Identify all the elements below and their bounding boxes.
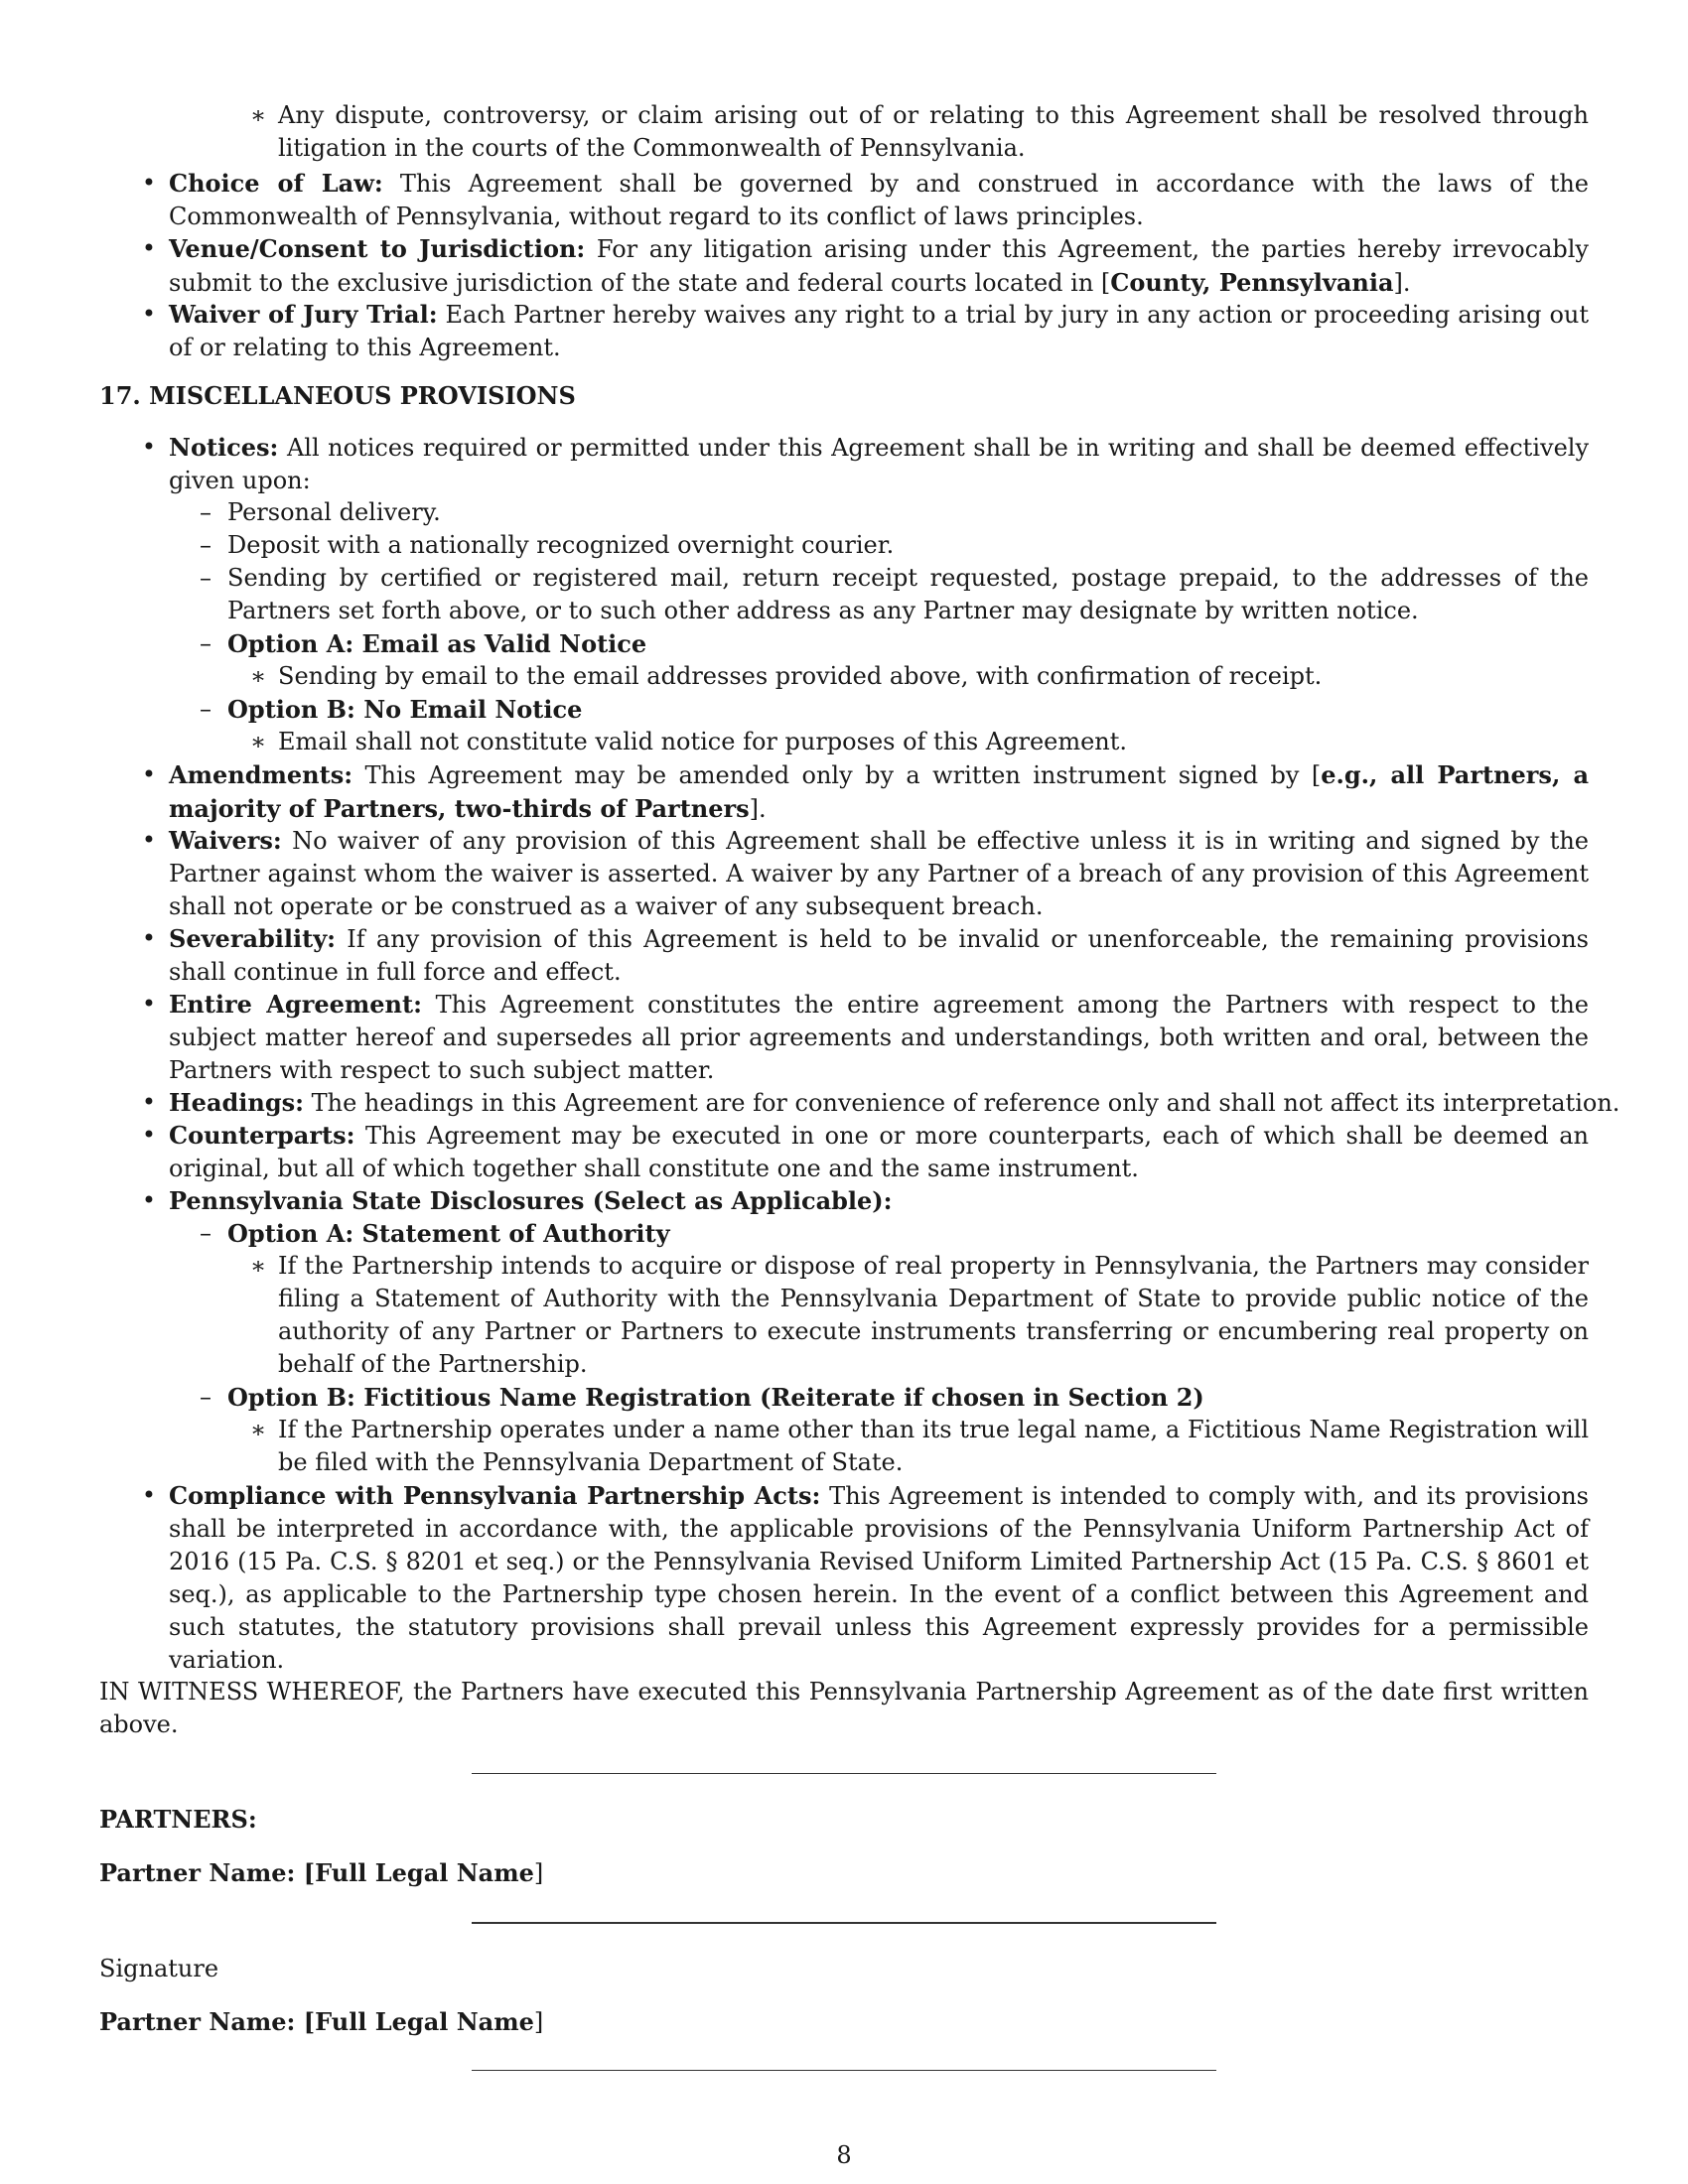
- dash-bullet-icon: –: [200, 1219, 211, 1247]
- notice-option-a-item: ∗ Sending by email to the email addresses provided above, with confirmation of receipt.: [278, 660, 1589, 693]
- choice-of-law-item: • Choice of Law: This Agreement shall be governed by and construed in accordance with the laws of the Commonwealth of Pennsylvania, without regard to its conflict of laws principles.: [169, 167, 1589, 233]
- asterisk-bullet-icon: ∗: [249, 728, 267, 755]
- dash-bullet-icon: –: [200, 498, 211, 526]
- waivers-item: • Waivers: No waiver of any provision of this Agreement shall be effective unless it is in writing and signed by the Partner against whom the waiver is asserted. A waiver by any Partner of a breach of any provision of this Agreement shall not operate or be construed as a waiver of any subsequent breach.: [169, 824, 1589, 923]
- bullet-icon: •: [141, 234, 157, 262]
- bullet-icon: •: [141, 1121, 157, 1149]
- waiver-jury-trial-item: • Waiver of Jury Trial: Each Partner hereby waives any right to a trial by jury in any action or proceeding arising out of or relating to this Agreement.: [169, 298, 1589, 364]
- notice-method-item: – Personal delivery.: [227, 496, 1589, 529]
- bullet-icon: •: [141, 1186, 157, 1214]
- partner-name-field: Partner Name: [Full Legal Name]: [99, 2007, 544, 2036]
- bullet-icon: •: [141, 1088, 157, 1116]
- bullet-icon: •: [141, 433, 157, 461]
- bullet-icon: •: [141, 760, 157, 788]
- signature-label: Signature: [99, 1955, 219, 1982]
- disclosure-option-b: – Option B: Fictitious Name Registration (Reiterate if chosen in Section 2): [227, 1381, 1589, 1415]
- entire-agreement-item: • Entire Agreement: This Agreement constitutes the entire agreement among the Partners with respect to the subject matter hereof and supersedes all prior agreements and understandings, both written and oral, between the Partners with respect to such subject matter.: [169, 988, 1589, 1087]
- section-heading: 17. MISCELLANEOUS PROVISIONS: [99, 381, 576, 410]
- page-number: 8: [836, 2141, 852, 2169]
- venue-jurisdiction-item: • Venue/Consent to Jurisdiction: For any litigation arising under this Agreement, the parties hereby irrevocably submit to the exclusive jurisdiction of the state and federal courts located in [County, Pennsylvania].: [169, 232, 1589, 300]
- dash-bullet-icon: –: [200, 531, 211, 559]
- asterisk-bullet-icon: ∗: [249, 1416, 267, 1443]
- disclosure-option-a-item: ∗ If the Partnership intends to acquire or dispose of real property in Pennsylvania, the Partners may consider filing a Statement of Authority with the Pennsylvania Department of State to provide public notice of the authority of any Partner or Partners to execute instruments transferring or encumbering real property on behalf of the Partnership.: [249, 1252, 1589, 1378]
- bullet-icon: •: [141, 990, 157, 1018]
- dispute-litigation-item: ∗ Any dispute, controversy, or claim arising out of or relating to this Agreement shall be resolved through litigation in the courts of the Commonwealth of Pennsylvania.: [249, 101, 1589, 162]
- bullet-icon: •: [141, 169, 157, 197]
- dash-bullet-icon: –: [200, 629, 211, 657]
- asterisk-bullet-icon: ∗: [249, 101, 267, 129]
- notice-method-item: – Sending by certified or registered mail, return receipt requested, postage prepaid, to the addresses of the Partners set forth above, or to such other address as any Partner may designate by written notice.: [227, 562, 1589, 627]
- witness-paragraph: IN WITNESS WHEREOF, the Partners have executed this Pennsylvania Partnership Agreement as of the date first written above.: [99, 1678, 1589, 1738]
- state-disclosures-item: • Pennsylvania State Disclosures (Select as Applicable):: [169, 1184, 1589, 1218]
- disclosure-option-a: – Option A: Statement of Authority: [227, 1217, 1589, 1251]
- signature-line: [472, 1922, 1216, 1924]
- bullet-icon: •: [141, 1481, 157, 1509]
- dash-bullet-icon: –: [200, 1383, 211, 1411]
- partner-name-field: Partner Name: [Full Legal Name]: [99, 1858, 544, 1887]
- dash-bullet-icon: –: [200, 564, 211, 592]
- counterparts-item: • Counterparts: This Agreement may be executed in one or more counterparts, each of which shall be deemed an original, but all of which together shall constitute one and the same instrument.: [169, 1119, 1589, 1185]
- signature-line: [472, 2070, 1216, 2071]
- dash-bullet-icon: –: [200, 695, 211, 723]
- amendments-item: • Amendments: This Agreement may be amended only by a written instrument signed by [e.g., all Partners, a majority of Partners, two-thirds of Partners].: [169, 758, 1589, 826]
- bullet-icon: •: [141, 924, 157, 952]
- notices-item: • Notices: All notices required or permitted under this Agreement shall be in writing and shall be deemed effectively given upon:: [169, 431, 1589, 497]
- asterisk-bullet-icon: ∗: [249, 662, 267, 690]
- notice-option-b-item: ∗ Email shall not constitute valid notice for purposes of this Agreement.: [278, 726, 1589, 758]
- headings-item: • Headings: The headings in this Agreement are for convenience of reference only and shall not affect its interpretation.: [169, 1086, 1589, 1120]
- bullet-icon: •: [141, 826, 157, 854]
- notice-method-item: – Deposit with a nationally recognized overnight courier.: [227, 529, 1589, 562]
- severability-item: • Severability: If any provision of this Agreement is held to be invalid or unenforceable, the remaining provisions shall continue in full force and effect.: [169, 922, 1589, 989]
- bullet-icon: •: [141, 300, 157, 328]
- disclosure-option-b-item: ∗ If the Partnership operates under a name other than its true legal name, a Fictitious Name Registration will be filed with the Pennsylvania Department of State.: [249, 1416, 1589, 1476]
- notice-option-a: – Option A: Email as Valid Notice: [227, 627, 1589, 661]
- signature-line: [472, 1773, 1216, 1774]
- compliance-item: • Compliance with Pennsylvania Partnership Acts: This Agreement is intended to comply with, and its provisions shall be interpreted in accordance with, the applicable provisions of the Pennsylvania Uniform Partnership Act of 2016 (15 Pa. C.S. § 8201 et seq.) or the Pennsylvania Revised Uniform Limited Partnership Act (15 Pa. C.S. § 8601 et seq.), as applicable to the Partnership type chosen herein. In the event of a conflict between this Agreement and such statutes, the statutory provisions shall prevail unless this Agreement expressly provides for a permissible variation.: [169, 1479, 1589, 1677]
- asterisk-bullet-icon: ∗: [249, 1252, 267, 1280]
- notice-option-b: – Option B: No Email Notice: [227, 693, 1589, 727]
- partners-heading: PARTNERS:: [99, 1805, 257, 1834]
